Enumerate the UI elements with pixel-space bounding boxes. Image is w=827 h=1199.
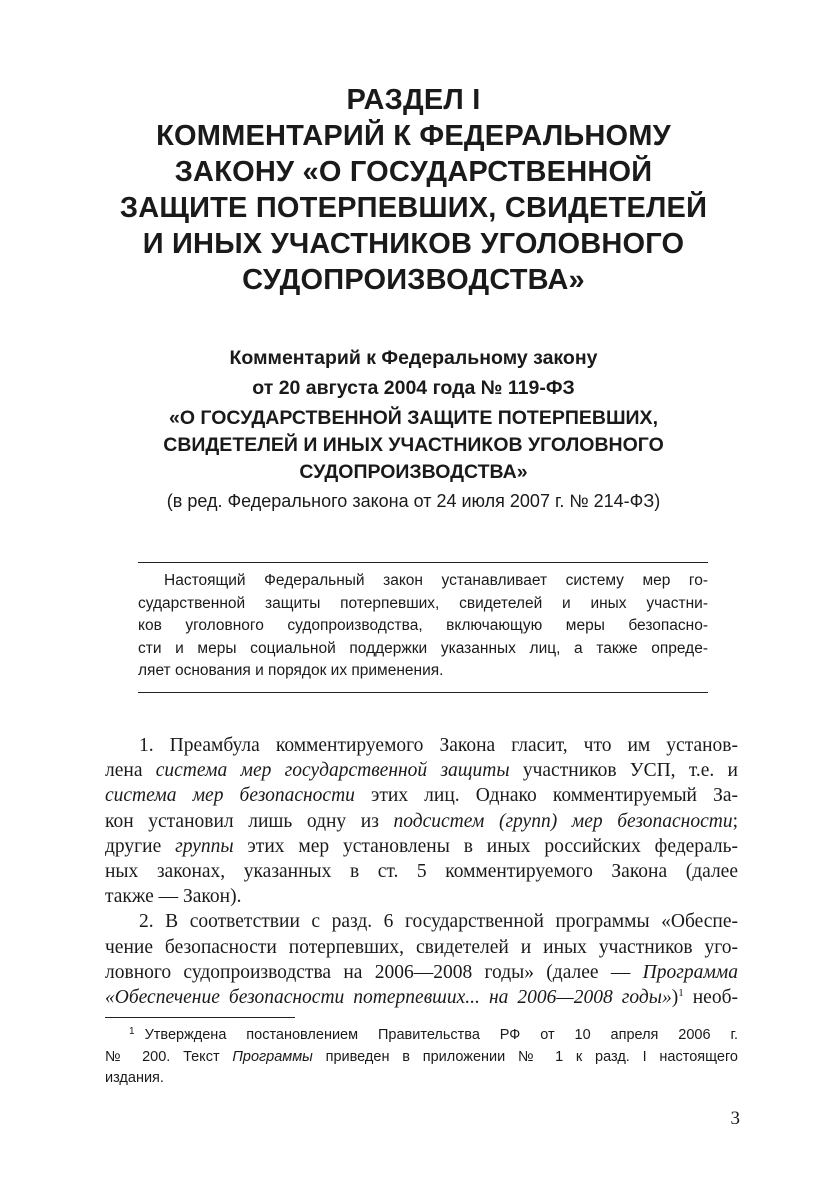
footnote-mark: 1 — [129, 1026, 135, 1037]
body-line — [105, 859, 738, 884]
section-title-line: РАЗДЕЛ I — [346, 84, 481, 116]
emphasis-text: Программы — [232, 1048, 313, 1065]
body-line — [105, 884, 738, 909]
text-run: участников УСП, т.е. и — [509, 760, 738, 782]
preamble-line: сударственной защиты потерпевших, свидетелей и иных участни- — [138, 594, 708, 612]
text-run: этих мер установлены в иных российских федераль- — [233, 835, 738, 857]
subtitle-line-1: Комментарий к Федеральному закону — [229, 347, 598, 369]
body-line — [105, 935, 738, 960]
footnote-line — [105, 1025, 738, 1047]
section-title-line: СУДОПРОИЗВОДСТВА» — [242, 264, 585, 296]
body-line — [105, 809, 738, 834]
body-line — [105, 909, 738, 934]
law-name-line: СУДОПРОИЗВОДСТВА» — [299, 461, 528, 483]
text-run: чение безопасности потерпевших, свидетелей и иных участников уго- — [105, 936, 738, 958]
emphasis-text: «Обеспечение безопасности потерпевших... на 2006—2008 годы» — [105, 987, 672, 1009]
text-run: лена — [105, 760, 156, 782]
footnote-line — [105, 1068, 738, 1090]
text-run: 2. В соответствии с разд. 6 государственной программы «Обеспе- — [139, 911, 738, 933]
page-number: 3 — [730, 1108, 740, 1129]
text-run: приведен в приложении № 1 к разд. I настоящего — [312, 1048, 738, 1065]
law-subtitle — [60, 343, 767, 516]
preamble-line: ков уголовного судопроизводства, включающую меры безопасно- — [138, 617, 708, 635]
commentary-body — [105, 733, 738, 1010]
edition-note: (в ред. Федерального закона от 24 июля 2007 г. № 214-ФЗ) — [166, 491, 661, 511]
text-run: другие — [105, 835, 176, 857]
text-run: ных законах, указанных в ст. 5 комментируемого Закона (далее — [105, 861, 738, 883]
footnote-divider — [105, 1017, 295, 1018]
preamble-box — [138, 562, 708, 693]
footnote-ref[interactable]: 1 — [678, 987, 684, 1000]
emphasis-text: система мер безопасности — [105, 785, 355, 807]
section-title-line: И ИНЫХ УЧАСТНИКОВ УГОЛОВНОГО — [142, 228, 685, 260]
law-name-line: СВИДЕТЕЛЕЙ И ИНЫХ УЧАСТНИКОВ УГОЛОВНОГО — [163, 434, 664, 456]
text-run: ) — [671, 987, 679, 1009]
body-line — [105, 985, 738, 1010]
body-line — [105, 733, 738, 758]
section-title — [60, 82, 767, 298]
law-name — [60, 405, 767, 486]
footnote-line — [105, 1047, 738, 1069]
emphasis-text: система мер государственной защиты — [155, 760, 510, 782]
text-run: издания. — [105, 1070, 164, 1086]
text-run: необ- — [683, 987, 738, 1009]
preamble-line: сти и меры социальной поддержки указанных лиц, а также опреде- — [138, 639, 708, 657]
body-line — [105, 758, 738, 783]
body-line — [105, 834, 738, 859]
emphasis-text: группы — [175, 835, 234, 857]
body-line — [105, 960, 738, 985]
paragraph-2 — [105, 909, 738, 1010]
text-run: также — Закон). — [105, 886, 242, 908]
text-run: кон установил лишь одну из — [105, 810, 394, 832]
text-run: Утверждена постановлением Правительства РФ от 10 апреля 2006 г. — [144, 1027, 738, 1043]
body-line — [105, 783, 738, 808]
section-title-line: КОММЕНТАРИЙ К ФЕДЕРАЛЬНОМУ — [156, 120, 671, 152]
text-run: ; — [732, 810, 739, 832]
emphasis-text: подсистем (групп) мер безопасности — [393, 810, 733, 832]
text-run: этих лиц. Однако комментируемый За- — [354, 785, 738, 807]
law-name-line: «О ГОСУДАРСТВЕННОЙ ЗАЩИТЕ ПОТЕРПЕВШИХ, — [169, 407, 658, 429]
section-title-line: ЗАКОНУ «О ГОСУДАРСТВЕННОЙ — [174, 156, 653, 188]
preamble-line: ляет основания и порядок их применения. — [138, 662, 444, 680]
paragraph-1 — [105, 733, 738, 909]
section-title-line: ЗАЩИТЕ ПОТЕРПЕВШИХ, СВИДЕТЕЛЕЙ — [119, 192, 708, 224]
text-run: ловного судопроизводства на 2006—2008 годы» (далее — — [105, 961, 643, 983]
subtitle-line-2: от 20 августа 2004 года № 119-ФЗ — [252, 377, 575, 399]
footnote — [105, 1025, 738, 1090]
text-run: № 200. Текст — [105, 1048, 233, 1065]
text-run: 1. Преамбула комментируемого Закона гласит, что им установ- — [139, 735, 738, 756]
emphasis-text: Программа — [642, 961, 738, 983]
preamble-line: Настоящий Федеральный закон устанавливает систему мер го- — [164, 572, 708, 589]
